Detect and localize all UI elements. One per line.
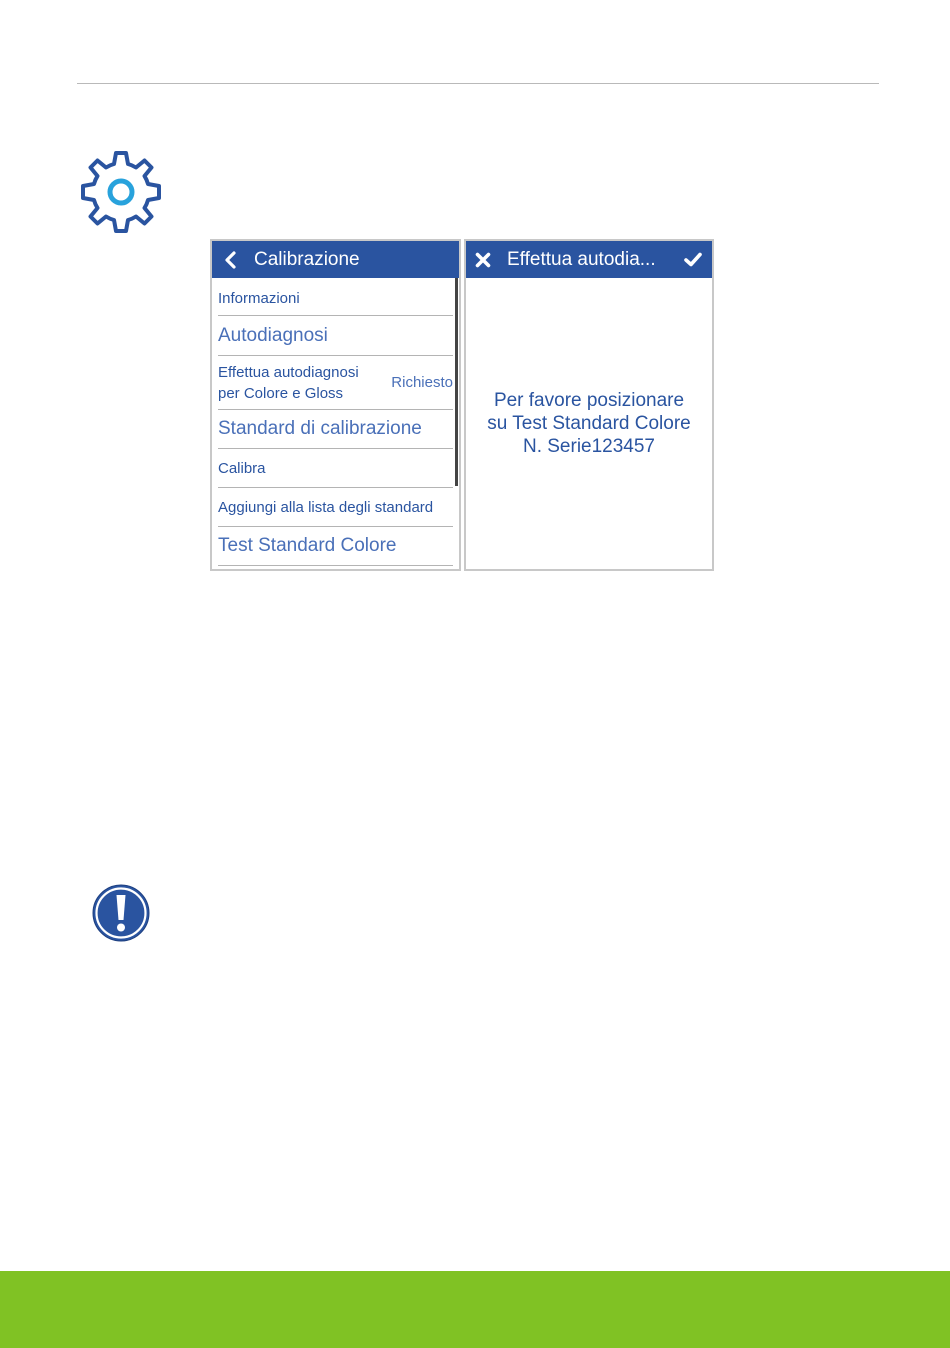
dialog-titlebar	[466, 241, 712, 278]
menu-item-calibra[interactable]	[218, 449, 453, 488]
top-divider	[77, 83, 879, 84]
menu-item-label-line2: per Colore e Gloss	[218, 384, 344, 402]
confirm-button[interactable]	[678, 241, 708, 278]
calibration-menu	[212, 278, 459, 566]
section-header-label: Standard di calibrazione	[218, 418, 422, 439]
close-button[interactable]	[466, 241, 500, 278]
calibration-titlebar	[212, 241, 459, 278]
screen-title: Calibrazione	[254, 248, 360, 270]
menu-item-label	[218, 362, 359, 404]
menu-item-label: Calibra	[218, 459, 266, 477]
menu-item-label: Informazioni	[218, 289, 300, 307]
scrollbar[interactable]	[455, 278, 458, 486]
menu-item-informazioni[interactable]	[218, 278, 453, 316]
menu-item-status: Richiesto	[391, 374, 453, 391]
message-line-2: su Test Standard Colore	[487, 413, 691, 434]
calibration-menu-screen	[210, 239, 461, 571]
message-line-1: Per favore posizionare	[493, 390, 685, 411]
back-button[interactable]	[212, 241, 248, 278]
menu-item-label-line1: Effettua autodiagnosi	[218, 363, 359, 381]
section-header-test-standard	[218, 527, 453, 566]
dialog-message	[466, 389, 712, 458]
exclamation-icon	[91, 883, 151, 943]
chevron-left-icon	[223, 251, 237, 269]
footer-bar	[0, 1271, 950, 1348]
menu-item-label: Aggiungi alla lista degli standard	[218, 498, 434, 516]
close-icon	[475, 252, 491, 268]
check-icon	[684, 252, 702, 267]
menu-item-aggiungi[interactable]	[218, 488, 453, 527]
section-header-autodiagnosi	[218, 316, 453, 356]
section-header-label: Test Standard Colore	[218, 535, 397, 556]
message-line-3: N. Serie123457	[522, 436, 656, 457]
section-header-label: Autodiagnosi	[218, 324, 328, 346]
section-header-standard	[218, 410, 453, 449]
dialog-title: Effettua autodia...	[507, 248, 656, 270]
menu-item-effettua-autodiagnosi[interactable]	[218, 356, 453, 410]
autodiagnosis-dialog-screen	[464, 239, 714, 571]
gear-icon	[80, 150, 162, 234]
